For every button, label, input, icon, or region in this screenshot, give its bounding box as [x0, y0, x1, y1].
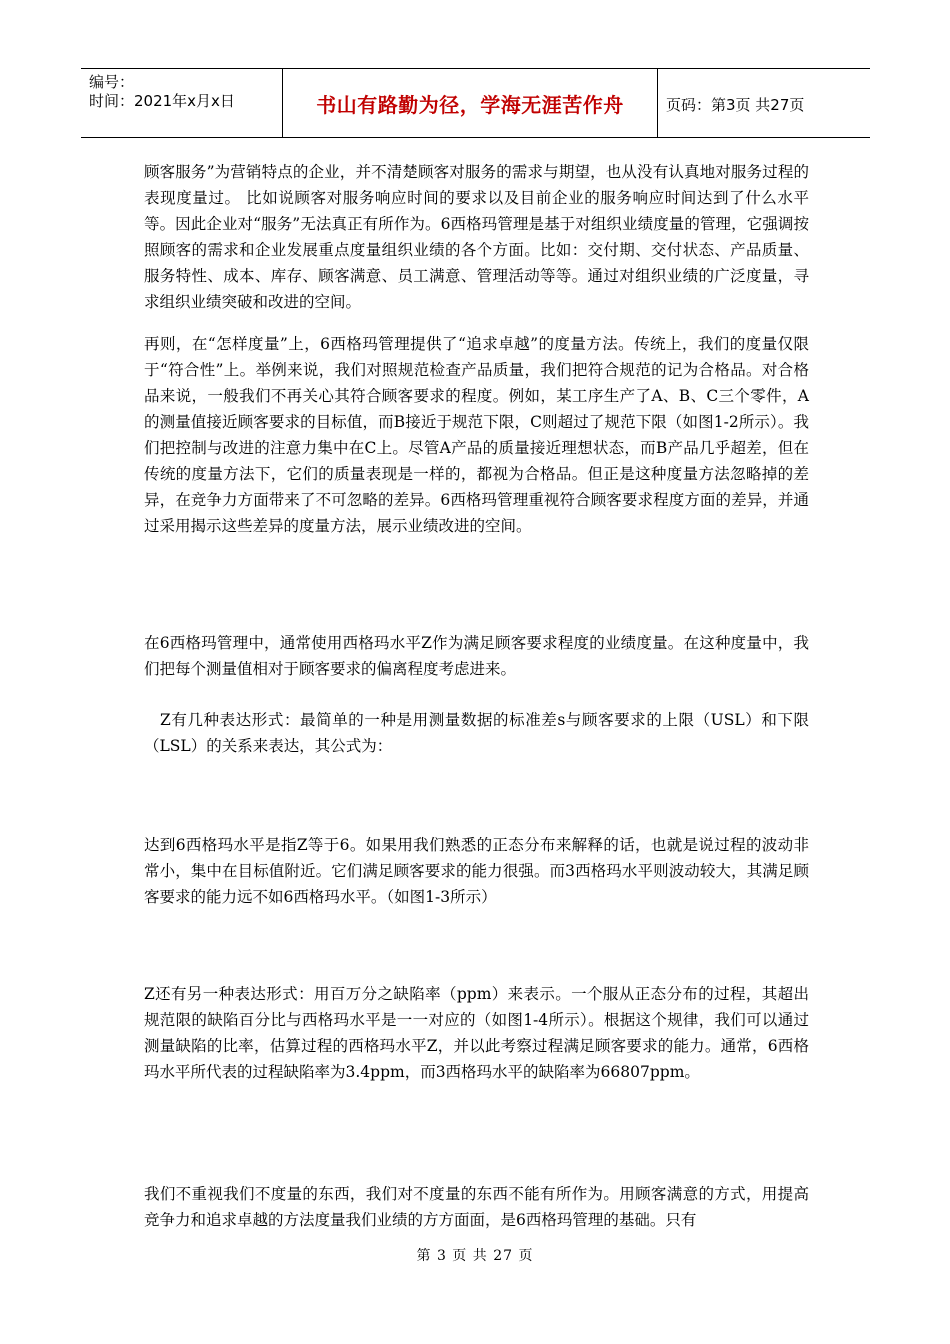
header-page-label: 页码：第3页 共27页 — [666, 96, 805, 114]
header-motto-cell — [283, 69, 657, 137]
header-meta-cell — [81, 69, 283, 137]
document-number-label: 编号： — [89, 73, 135, 91]
paragraph-sigma-level: 在6西格玛管理中，通常使用西格玛水平Z作为满足顾客要求程度的业绩度量。在这种度量中，我们把每个测量值相对于顾客要求的偏离程度考虑进来。 — [144, 634, 809, 678]
header-page-cell — [657, 69, 871, 137]
document-date-label: 时间：2021年x月x日 — [89, 92, 235, 110]
paragraph-z-formula: Z有几种表达形式：最简单的一种是用测量数据的标准差s与顾客要求的上限（USL）和下限（LSL）的关系来表达，其公式为： — [144, 711, 809, 755]
paragraph-measurement-basis: 我们不重视我们不度量的东西，我们对不度量的东西不能有所作为。用顾客满意的方式，用提高竞争力和追求卓越的方法度量我们业绩的方方面面，是6西格玛管理的基础。只有 — [144, 1185, 809, 1229]
header-motto: 书山有路勤为径，学海无涯苦作舟 — [316, 92, 624, 117]
paragraph-customer-service: 顾客服务”为营销特点的企业，并不清楚顾客对服务的需求与期望，也从没有认真地对服务过程的表现度量过。 比如说顾客对服务响应时间的要求以及目前企业的服务响应时间达到了什么水平等。因此企业对“服务”无法真正有所作为。6西格玛管理是基于对组织业绩度量的管理，它强调按照顾客的需求和企业发展重点度量组织业绩的各个方面。比如：交付期、交付状态、产品质量、服务特性、成本、库存、顾客满意、员工满意、管理活动等等。通过对组织业绩的广泛度量，寻求组织业绩突破和改进的空间。 — [144, 163, 809, 311]
document-header — [81, 68, 870, 138]
paragraph-ppm: Z还有另一种表达形式：用百万分之缺陷率（ppm）来表示。一个服从正态分布的过程，其超出规范限的缺陷百分比与西格玛水平是一一对应的（如图1-4所示）。根据这个规律，我们可以通过测量缺陷的比率，估算过程的西格玛水平Z，并以此考察过程满足顾客要求的能力。通常，6西格玛水平所代表的过程缺陷率为3.4ppm，而3西格玛水平的缺陷率为66807ppm。 — [144, 985, 809, 1081]
paragraph-six-sigma-meaning: 达到6西格玛水平是指Z等于6。如果用我们熟悉的正态分布来解释的话，也就是说过程的波动非常小，集中在目标值附近。它们满足顾客要求的能力很强。而3西格玛水平则波动较大，其满足顾客要求的能力远不如6西格玛水平。（如图1-3所示） — [144, 836, 809, 906]
page-footer: 第 3 页 共 27 页 — [416, 1248, 534, 1264]
paragraph-how-to-measure: 再则，在“怎样度量”上，6西格玛管理提供了“追求卓越”的度量方法。传统上，我们的度量仅限于“符合性”上。举例来说，我们对照规范检查产品质量，我们把符合规范的记为合格品。对合格品来说，一般我们不再关心其符合顾客要求的程度。例如，某工序生产了A、B、C三个零件，A的测量值接近顾客要求的目标值，而B接近于规范下限，C则超过了规范下限（如图1-2所示）。我们把控制与改进的注意力集中在C上。尽管A产品的质量接近理想状态，而B产品几乎超差，但在传统的度量方法下，它们的质量表现是一样的，都视为合格品。但正是这种度量方法忽略掉的差异，在竞争力方面带来了不可忽略的差异。6西格玛管理重视符合顾客要求程度方面的差异，并通过采用揭示这些差异的度量方法，展示业绩改进的空间。 — [144, 335, 809, 535]
